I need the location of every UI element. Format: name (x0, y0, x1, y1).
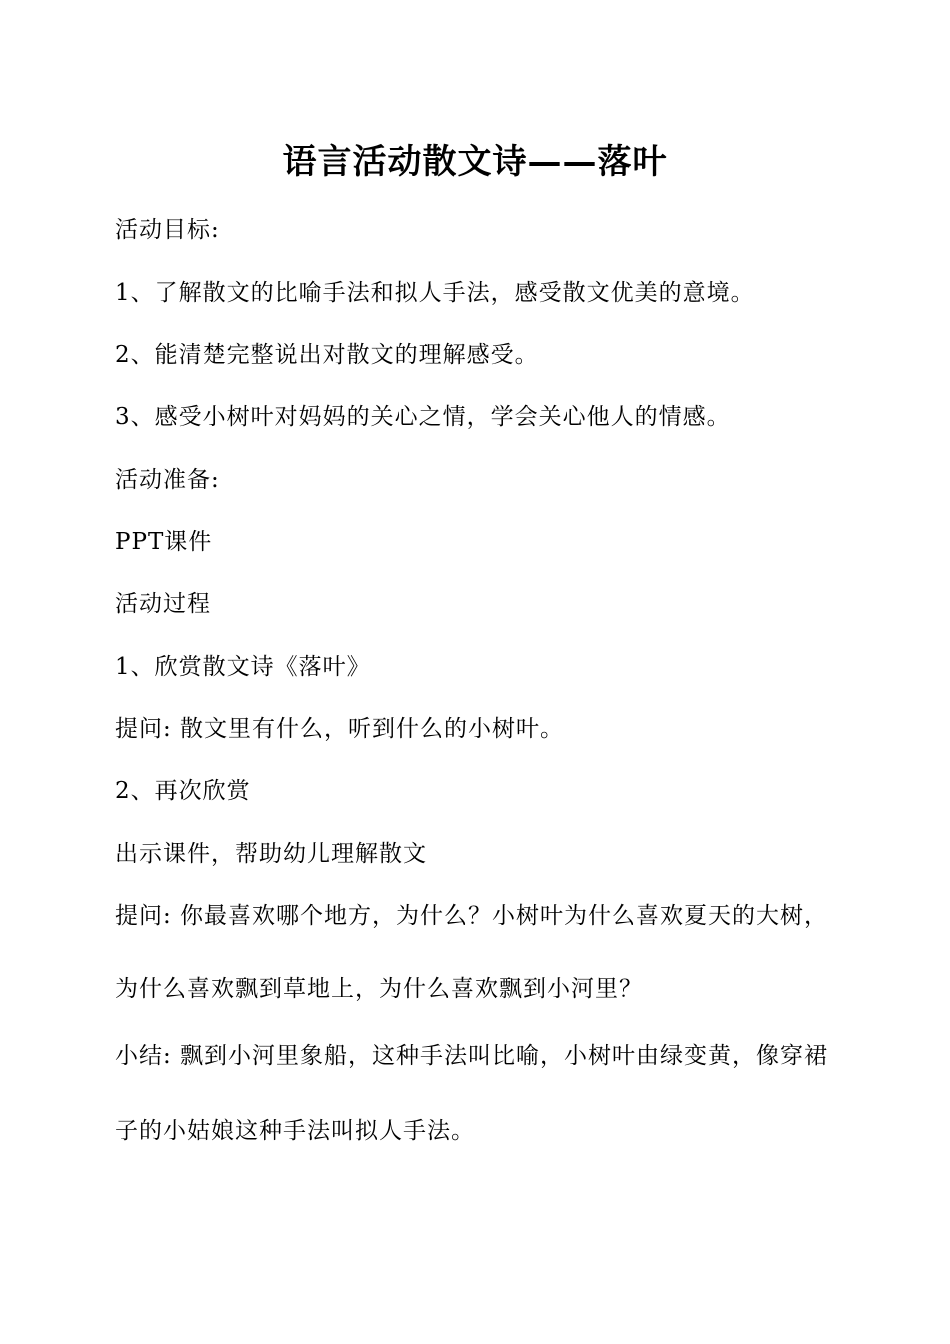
process-text: 出示课件，帮助幼儿理解散文 (115, 841, 427, 867)
section-heading-preparation: 活动准备: (115, 467, 220, 493)
goal-item-3: 3、感受小树叶对妈妈的关心之情，学会关心他人的情感。 (115, 404, 731, 430)
section-heading-process: 活动过程 (115, 591, 211, 617)
process-question-2-line-2: 为什么喜欢飘到草地上，为什么喜欢飘到小河里？ (115, 976, 643, 1002)
section-heading-goals: 活动目标: (115, 217, 220, 243)
goal-item-2: 2、能清楚完整说出对散文的理解感受。 (115, 342, 539, 368)
summary-line-2: 子的小姑娘这种手法叫拟人手法。 (115, 1118, 475, 1144)
process-question-2-line-1: 提问: 你最喜欢哪个地方，为什么？小树叶为什么喜欢夏天的大树， (115, 903, 829, 929)
goal-item-1: 1、了解散文的比喻手法和拟人手法，感受散文优美的意境。 (115, 280, 755, 306)
process-question-1: 提问: 散文里有什么，听到什么的小树叶。 (115, 716, 565, 742)
process-step-1: 1、欣赏散文诗《落叶》 (115, 654, 371, 680)
process-step-2: 2、再次欣赏 (115, 778, 251, 804)
summary-line-1: 小结: 飘到小河里象船，这种手法叫比喻，小树叶由绿变黄，像穿裙 (115, 1043, 829, 1069)
preparation-text: PPT课件 (115, 529, 213, 555)
document-title: 语言活动散文诗——落叶 (282, 142, 668, 182)
